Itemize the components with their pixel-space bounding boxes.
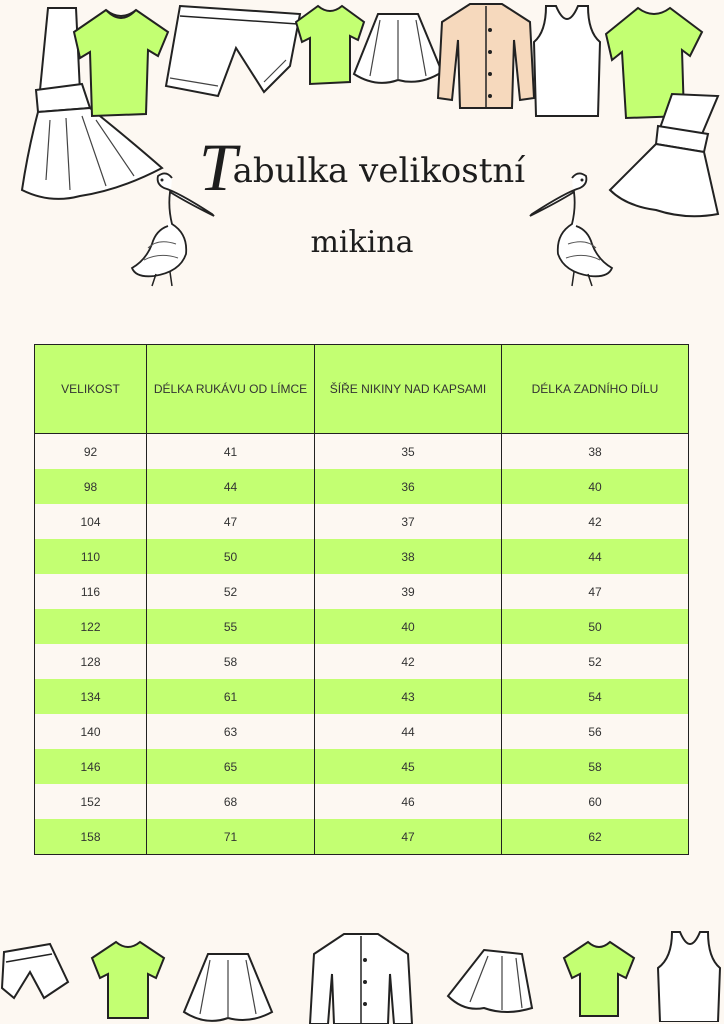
header-delka-rukavu: DÉLKA RUKÁVU OD LÍMCE — [147, 345, 315, 434]
table-cell: 42 — [315, 644, 502, 679]
table-cell: 37 — [315, 504, 502, 539]
table-row — [35, 434, 689, 470]
table-cell: 98 — [35, 469, 147, 504]
table-row — [35, 574, 689, 609]
table-cell: 38 — [502, 434, 689, 470]
table-cell: 44 — [502, 539, 689, 574]
tank-top-icon — [528, 2, 606, 120]
table-row — [35, 644, 689, 679]
table-cell: 58 — [502, 749, 689, 784]
table-cell: 146 — [35, 749, 147, 784]
table-cell: 42 — [502, 504, 689, 539]
table-row — [35, 469, 689, 504]
table-header-row — [35, 345, 689, 434]
table-cell: 36 — [315, 469, 502, 504]
table-cell: 40 — [315, 609, 502, 644]
shorts-icon — [0, 938, 72, 1006]
header-sire-nikiny: ŠÍŘE NIKINY NAD KAPSAMI — [315, 345, 502, 434]
size-table — [34, 344, 689, 855]
table-cell: 46 — [315, 784, 502, 819]
table-cell: 134 — [35, 679, 147, 714]
table-cell: 35 — [315, 434, 502, 470]
table-cell: 104 — [35, 504, 147, 539]
table-cell: 44 — [315, 714, 502, 749]
table-cell: 50 — [147, 539, 315, 574]
page-title — [0, 128, 724, 207]
shirt-icon — [306, 930, 416, 1024]
table-cell: 47 — [315, 819, 502, 855]
table-cell: 58 — [147, 644, 315, 679]
header-velikost: VELIKOST — [35, 345, 147, 434]
skirt-icon — [444, 946, 536, 1018]
table-row — [35, 819, 689, 855]
table-cell: 92 — [35, 434, 147, 470]
table-cell: 52 — [147, 574, 315, 609]
table-cell: 128 — [35, 644, 147, 679]
table-cell: 54 — [502, 679, 689, 714]
table-cell: 110 — [35, 539, 147, 574]
shorts-icon — [160, 0, 310, 100]
table-cell: 47 — [147, 504, 315, 539]
table-cell: 38 — [315, 539, 502, 574]
tshirt-icon — [88, 938, 168, 1020]
table-cell: 39 — [315, 574, 502, 609]
table-cell: 63 — [147, 714, 315, 749]
tank-top-icon — [654, 928, 724, 1022]
table-cell: 43 — [315, 679, 502, 714]
table-cell: 71 — [147, 819, 315, 855]
table-cell: 158 — [35, 819, 147, 855]
tshirt-icon — [560, 938, 638, 1018]
table-cell: 152 — [35, 784, 147, 819]
table-cell: 50 — [502, 609, 689, 644]
title-text: abulka velikostní — [232, 151, 526, 191]
table-cell: 61 — [147, 679, 315, 714]
table-cell: 60 — [502, 784, 689, 819]
table-cell: 68 — [147, 784, 315, 819]
table-cell: 40 — [502, 469, 689, 504]
page-subtitle: mikina — [310, 225, 414, 260]
table-cell: 45 — [315, 749, 502, 784]
header-delka-zadniho-dilu: DÉLKA ZADNÍHO DÍLU — [502, 345, 689, 434]
table-cell: 47 — [502, 574, 689, 609]
table-cell: 122 — [35, 609, 147, 644]
table-cell: 116 — [35, 574, 147, 609]
table-cell: 62 — [502, 819, 689, 855]
table-cell: 41 — [147, 434, 315, 470]
table-row — [35, 714, 689, 749]
skirt-icon — [350, 10, 446, 90]
table-cell: 44 — [147, 469, 315, 504]
title-initial: T — [198, 129, 237, 205]
table-cell: 55 — [147, 609, 315, 644]
table-cell: 140 — [35, 714, 147, 749]
skirt-icon — [182, 950, 274, 1024]
table-row — [35, 504, 689, 539]
table-row — [35, 749, 689, 784]
table-row — [35, 679, 689, 714]
table-row — [35, 784, 689, 819]
shirt-icon — [434, 0, 538, 112]
table-cell: 52 — [502, 644, 689, 679]
table-row — [35, 539, 689, 574]
table-row — [35, 609, 689, 644]
table-cell: 56 — [502, 714, 689, 749]
table-cell: 65 — [147, 749, 315, 784]
